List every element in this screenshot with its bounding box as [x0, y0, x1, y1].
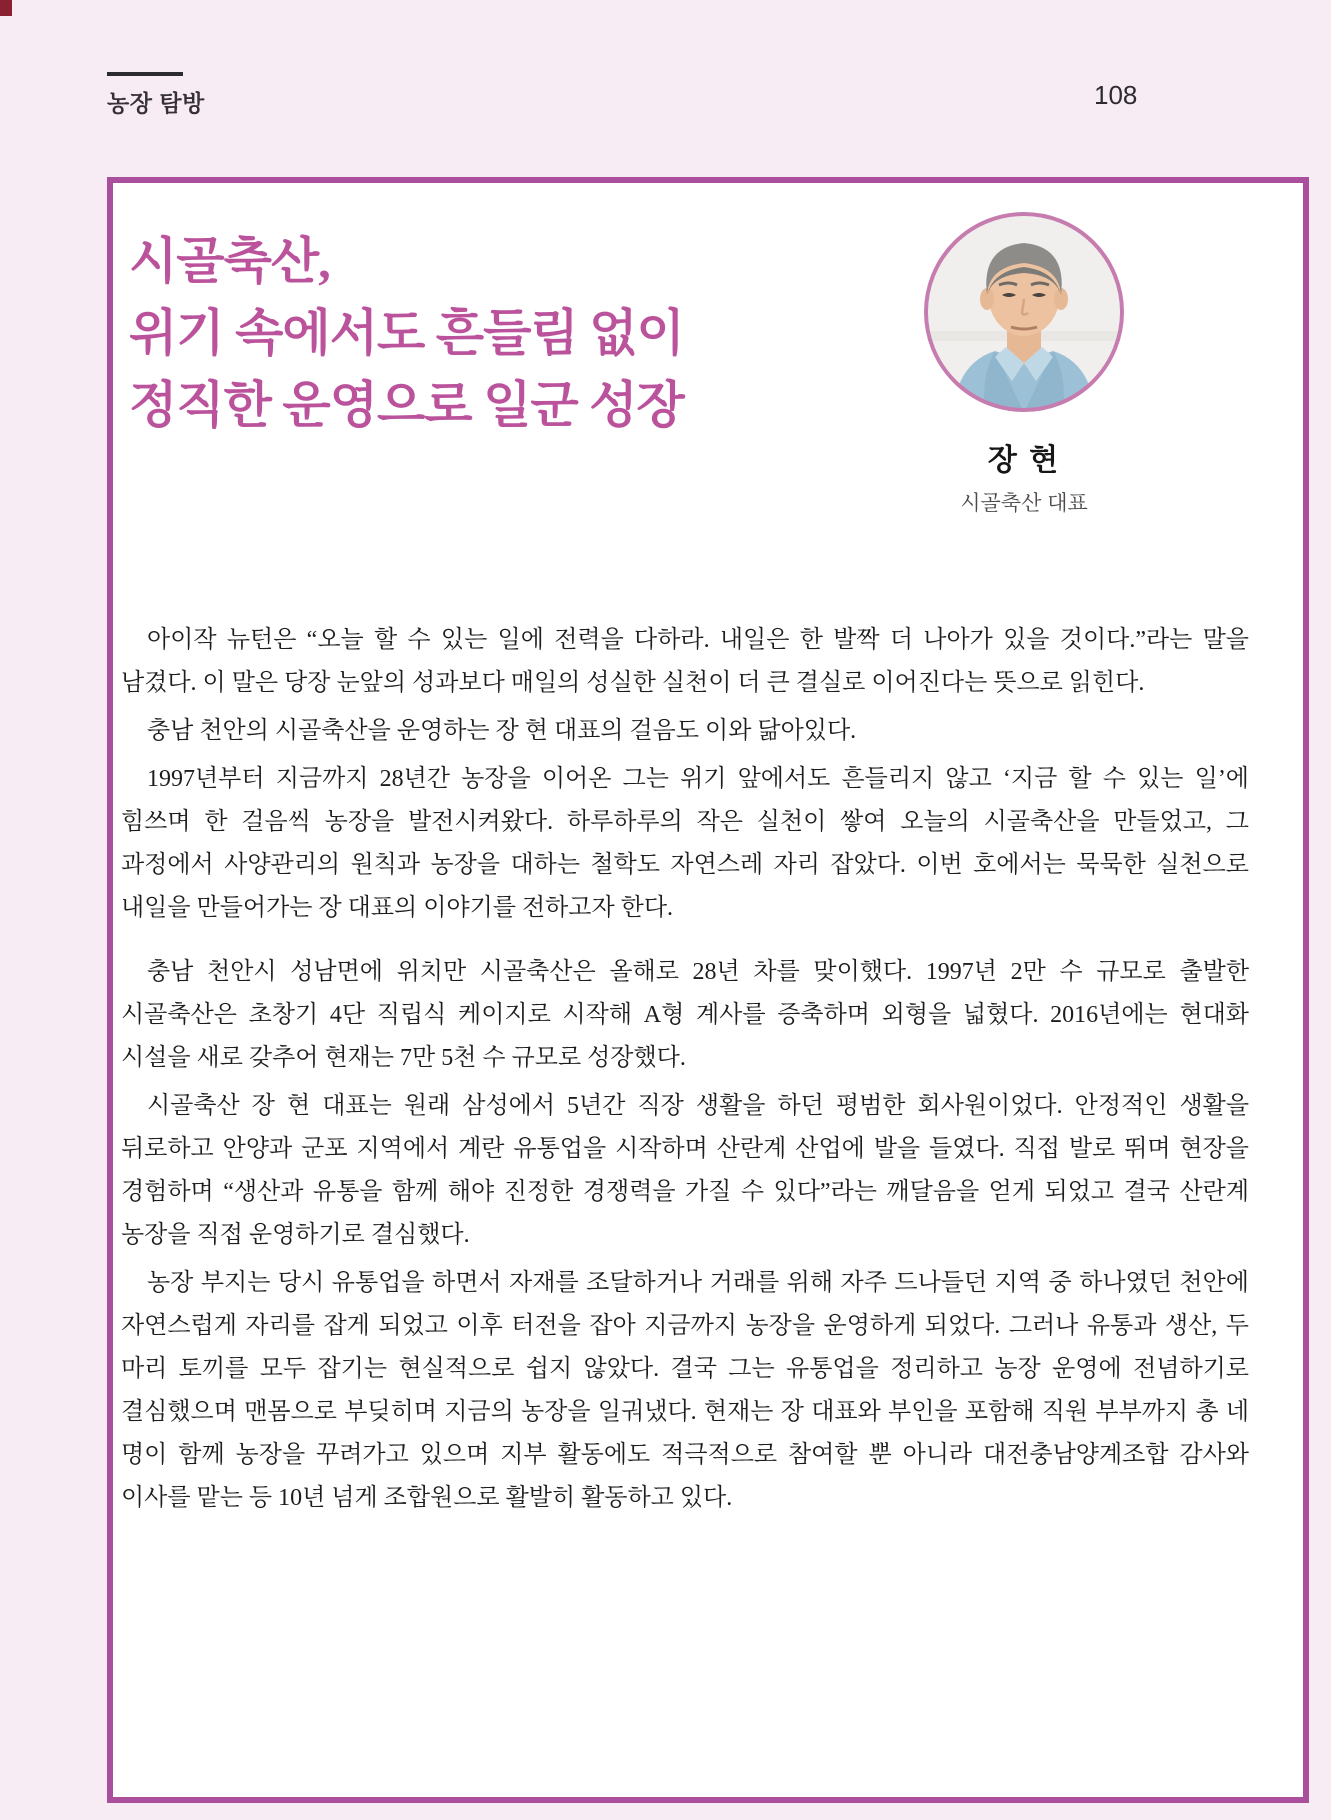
body-paragraph: 농장 부지는 당시 유통업을 하면서 자재를 조달하거나 거래를 위해 자주 드나들던 지역 중 하나였던 천안에 자연스럽게 자리를 잡게 되었고 이후 터전을 잡아 지금까지 농장을 운영하게 되었다. 그러나 유통과 생산, 두 마리 토끼를 모두 잡기는 현실적으로 쉽지 않았다. 결국 그는 유통업을 정리하고 농장 운영에 전념하기로 결심했으며 맨몸으로 부딪히며 지금의 농장을 일궈냈다. 현재는 장 대표와 부인을 포함해 직원 부부까지 총 네 명이 함께 농장을 꾸려가고 있으며 지부 활동에도 적극적으로 참여할 뿐 아니라 대전충남양계조합 감사와 이사를 맡는 등 10년 넘게 조합원으로 활발히 활동하고 있다. — [121, 1270, 1249, 1511]
article-title — [129, 225, 819, 441]
section-label: 농장 탐방 — [107, 90, 205, 116]
article-title-line: 정직한 운영으로 일군 성장 — [129, 377, 684, 433]
article-title-line: 위기 속에서도 흔들림 없이 — [129, 305, 684, 361]
body-paragraph: 충남 천안시 성남면에 위치만 시골축산은 올해로 28년 차를 맞이했다. 1997년 2만 수 규모로 출발한 시골축산은 초창기 4단 직립식 케이지로 시작해 A형 계사를 증축하며 외형을 넓혔다. 2016년에는 현대화 시설을 새로 갖추어 현재는 7만 5천 수 규모로 성장했다. — [121, 959, 1249, 1071]
section-header — [107, 72, 205, 118]
body-paragraph: 시골축산 장 현 대표는 원래 삼성에서 5년간 직장 생활을 하던 평범한 회사원이었다. 안정적인 생활을 뒤로하고 안양과 군포 지역에서 계란 유통업을 시작하며 산란계 산업에 발을 들였다. 직접 발로 뛰며 현장을 경험하며 “생산과 유통을 함께 해야 진정한 경쟁력을 가질 수 있다”라는 깨달음을 얻게 되었고 결국 산란계 농장을 직접 운영하기로 결심했다. — [121, 1093, 1249, 1248]
portrait-photo — [923, 211, 1125, 413]
profile-block — [919, 211, 1129, 517]
body-paragraph: 1997년부터 지금까지 28년간 농장을 이어온 그는 위기 앞에서도 흔들리지 않고 ‘지금 할 수 있는 일’에 힘쓰며 한 걸음씩 농장을 발전시켜왔다. 하루하루의 작은 실천이 쌓여 오늘의 시골축산을 만들었고, 그 과정에서 사양관리의 원칙과 농장을 대하는 철학도 자연스레 자리 잡았다. 이번 호에서는 묵묵한 실천으로 내일을 만들어가는 장 대표의 이야기를 전하고자 한다. — [121, 766, 1249, 921]
body-paragraph: 아이작 뉴턴은 “오늘 할 수 있는 일에 전력을 다하라. 내일은 한 발짝 더 나아가 있을 것이다.”라는 말을 남겼다. 이 말은 당장 눈앞의 성과보다 매일의 성실한 실천이 더 큰 결실로 이어진다는 뜻으로 읽힌다. — [121, 627, 1249, 696]
body-paragraph: 충남 천안의 시골축산을 운영하는 장 현 대표의 걸음도 이와 닮아있다. — [147, 718, 857, 744]
article-card — [107, 177, 1309, 1803]
profile-name: 장 현 — [987, 444, 1061, 477]
corner-mark — [0, 0, 12, 16]
article-title-line: 시골축산, — [129, 233, 330, 289]
profile-role: 시골축산 대표 — [960, 492, 1088, 515]
section-rule — [107, 72, 183, 76]
portrait-illustration — [923, 211, 1125, 413]
page-number: 108 — [1094, 80, 1138, 110]
article-body — [121, 619, 1249, 1525]
